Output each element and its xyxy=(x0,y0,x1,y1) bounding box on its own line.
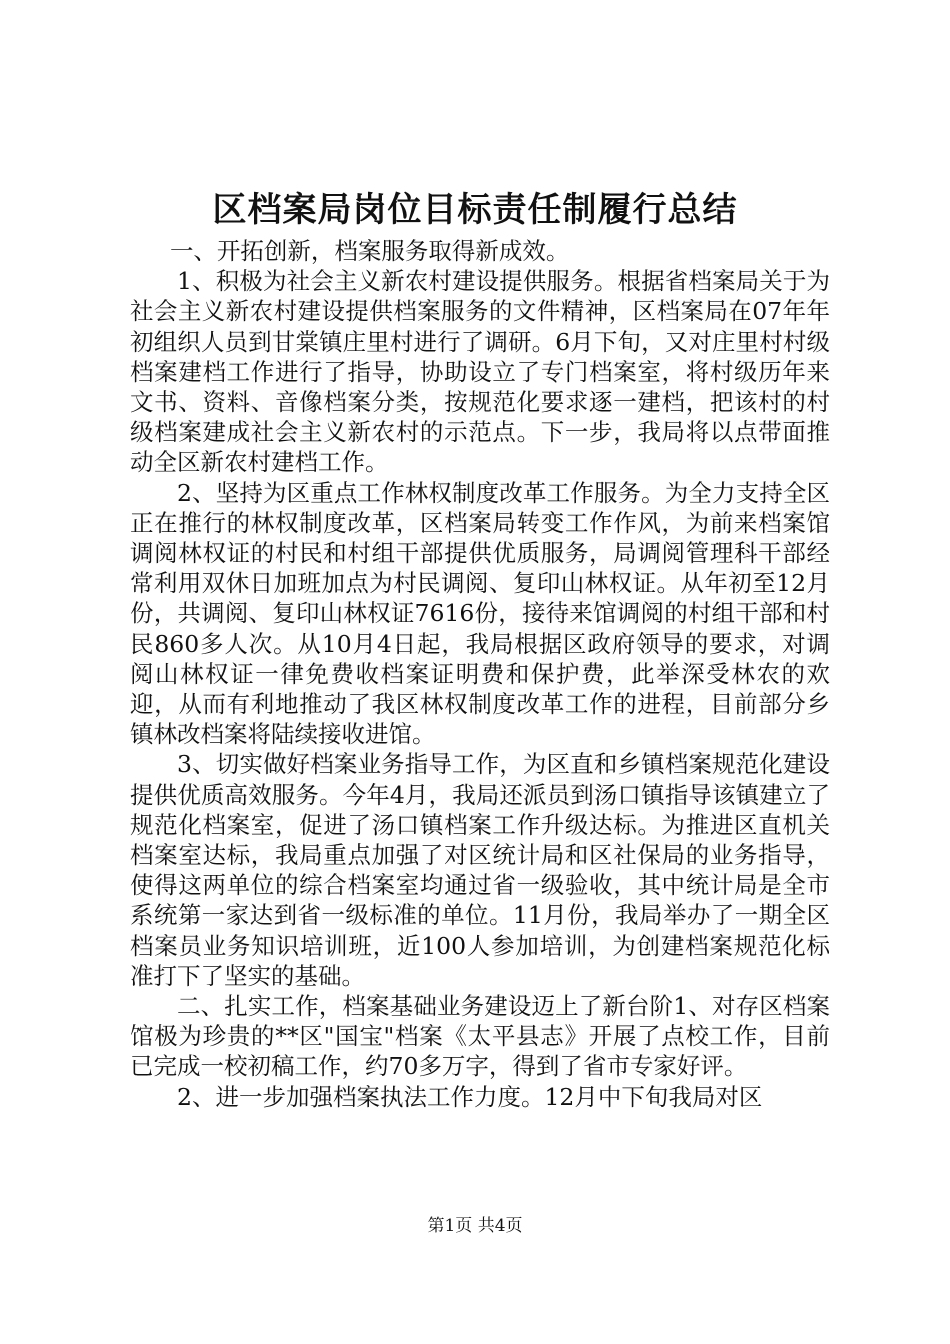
paragraph-4: 2、进一步加强档案执法工作力度。12月中下旬我局对区 xyxy=(177,1082,763,1111)
paragraph-1: 1、积极为社会主义新农村建设提供服务。根据省档案局关于为社会主义新农村建设提供档案服务的文件精神，区档案局在07年年初组织人员到甘棠镇庄里村进行了调研。6月下旬，又对庄里村村级档案建档工作进行了指导，协助设立了专门档案室，将村级历年来文书、资料、音像档案分类，按规范化要求逐一建档，把该村的村级档案建成社会主义新农村的示范点。下一步，我局将以点带面推动全区新农村建档工作。 xyxy=(130,267,830,477)
page-number-footer: 第1页 共4页 xyxy=(427,1216,523,1236)
section-heading-1: 一、开拓创新，档案服务取得新成效。 xyxy=(169,237,570,265)
paragraph-2: 2、坚持为区重点工作林权制度改革工作服务。为全力支持全区正在推行的林权制度改革，区档案局转变工作作风，为前来档案馆调阅林权证的村民和村组干部提供优质服务，局调阅管理科干部经常利用双休日加班加点为村民调阅、复印山林权证。从年初至12月份，共调阅、复印山林权证7616份，接待来馆调阅的村组干部和村民860多人次。从10月4日起，我局根据区政府领导的要求，对调阅山林权证一律免费收档案证明费和保护费，此举深受林农的欢迎，从而有利地推动了我区林权制度改革工作的进程，目前部分乡镇林改档案将陆续接收进馆。 xyxy=(130,478,830,749)
document-title: 区档案局岗位目标责任制履行总结 xyxy=(212,190,738,230)
document-body xyxy=(130,236,830,1112)
section-heading-2: 二、扎实工作，档案基础业务建设迈上了新台阶1、对存区档案馆极为珍贵的**区"国宝"档案《太平县志》开展了点校工作，目前已完成一校初稿工作，约70多万字，得到了省市专家好评。 xyxy=(130,992,830,1081)
paragraph-3: 3、切实做好档案业务指导工作，为区直和乡镇档案规范化建设提供优质高效服务。今年4月，我局还派员到汤口镇指导该镇建立了规范化档案室，促进了汤口镇档案工作升级达标。为推进区直机关档案室达标，我局重点加强了对区统计局和区社保局的业务指导，使得这两单位的综合档案室均通过省一级验收，其中统计局是全市系统第一家达到省一级标准的单位。11月份，我局举办了一期全区档案员业务知识培训班，近100人参加培训，为创建档案规范化标准打下了坚实的基础。 xyxy=(130,750,830,990)
